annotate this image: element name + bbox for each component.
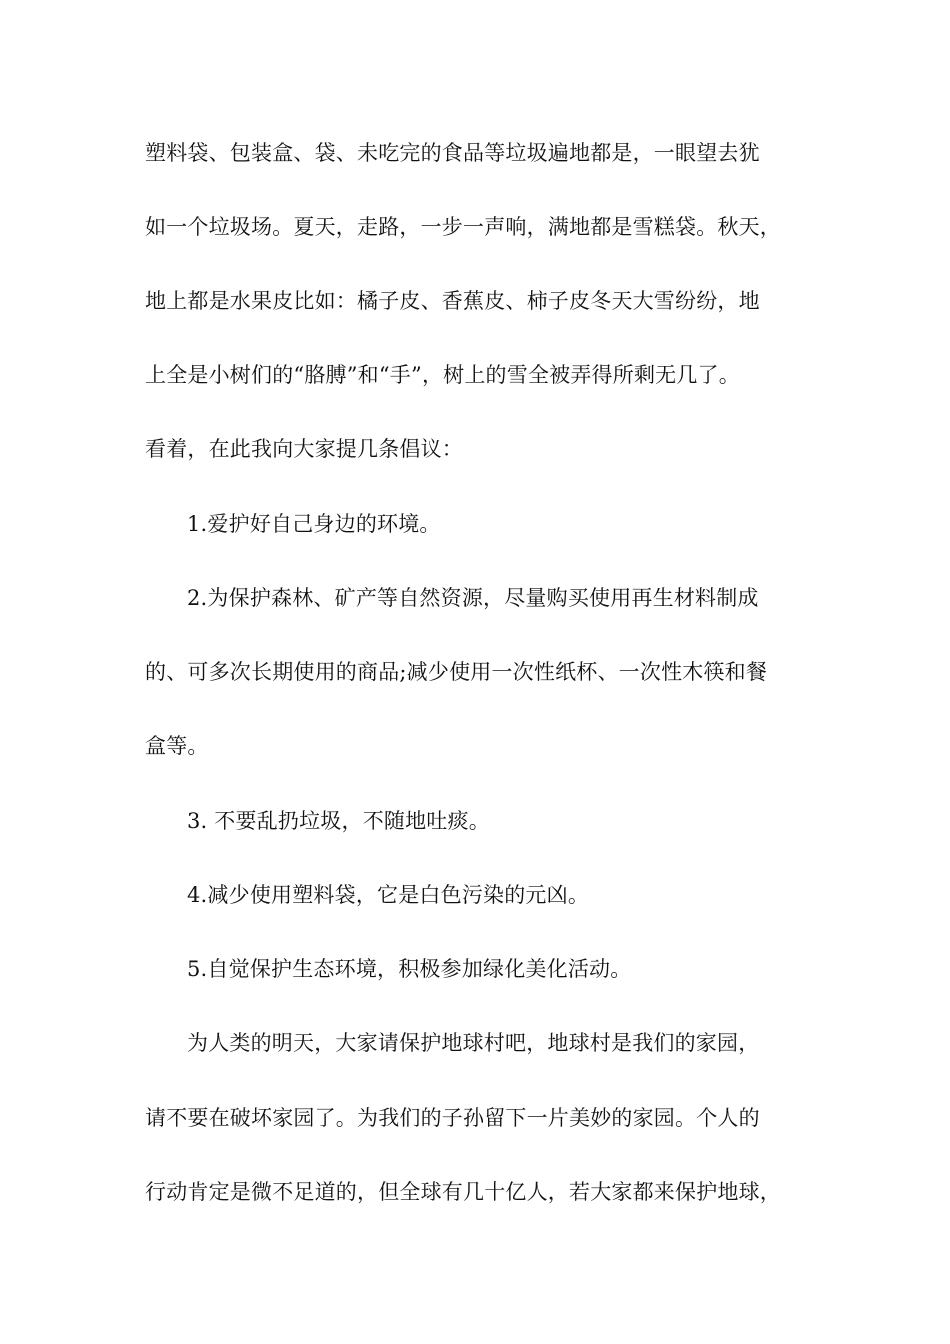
closing-line-2: 请不要在破坏家园了。为我们的子孙留下一片美妙的家园。个人的 [145,1106,760,1130]
closing-line-3: 行动肯定是微不足道的，但全球有几十亿人，若大家都来保护地球， [145,1180,781,1204]
proposal-item-1: 1.爱护好自己身边的环境。 [187,512,441,536]
closing-line-1: 为人类的明天，大家请保护地球村吧，地球村是我们的家园， [187,1031,760,1055]
text-line-2: 如一个垃圾场。夏天，走路，一步一声响，满地都是雪糕袋。秋天， [145,215,781,239]
proposal-item-2-line-3: 盒等。 [145,734,209,758]
proposal-item-3: 3. 不要乱扔垃圾，不随地吐痰。 [187,809,490,833]
text-line-1: 塑料袋、包装盒、袋、未吃完的食品等垃圾遍地都是，一眼望去犹 [145,141,760,165]
text-line-4: 上全是小树们的“胳膊”和“手”，树上的雪全被弄得所剩无几了。 [145,363,740,387]
text-line-3: 地上都是水果皮比如：橘子皮、香蕉皮、柿子皮冬天大雪纷纷，地 [145,289,760,313]
proposal-item-2-line-2: 的、可多次长期使用的商品;减少使用一次性纸杯、一次性木筷和餐 [145,660,768,684]
proposal-item-5: 5.自觉保护生态环境，积极参加绿化美化活动。 [187,957,632,981]
proposal-item-4: 4.减少使用塑料袋，它是白色污染的元凶。 [187,883,590,907]
proposal-item-2-line-1: 2.为保护森林、矿产等自然资源，尽量购买使用再生材料制成 [187,586,759,610]
text-line-5: 看着，在此我向大家提几条倡议： [145,437,463,461]
